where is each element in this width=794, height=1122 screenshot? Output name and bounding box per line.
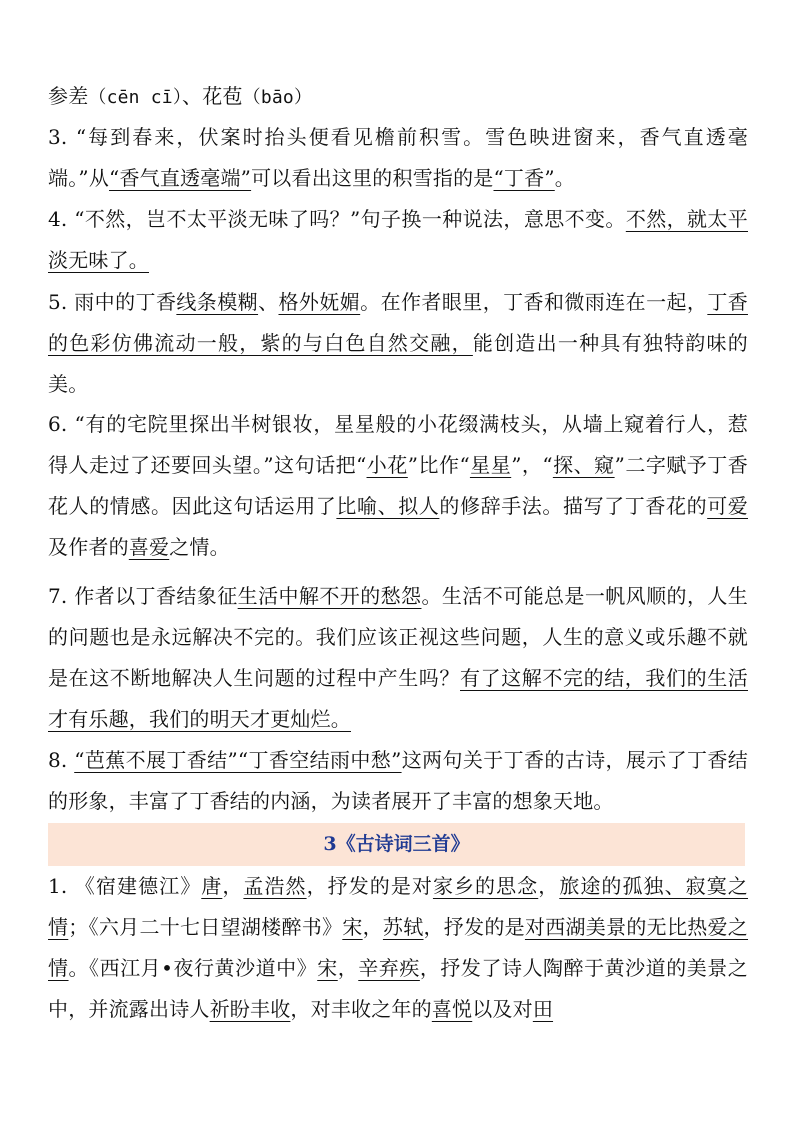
poem-item-1 [48,866,748,1030]
text: ， [337,956,359,980]
text: 以及对 [472,997,533,1021]
answer: 旅途的孤独、寂寞之情 [48,874,748,939]
text: 7. 作者以丁香结象征 [48,584,238,608]
text: 及作者的 [48,535,129,559]
text: ， [538,874,560,898]
answer: 家乡的思念 [432,874,539,898]
item-5 [48,282,748,405]
answer: 祈盼丰收 [209,997,291,1021]
answer: 生活中解不开的愁怨 [237,584,422,608]
answer: 小花 [366,453,408,477]
answer: 宋 [317,956,338,980]
text: ；《六月二十七日望湖楼醉书》 [68,915,343,939]
text: 、 [258,290,279,314]
answer: 对西湖美景的无比热爱之情 [48,915,749,980]
item-4 [48,199,748,281]
text: ”，“ [511,453,553,477]
section-banner [48,823,745,866]
text: ”比作“ [407,453,470,477]
answer: 可爱 [707,494,748,518]
text: 能创造出一种具有独特韵味的美。 [48,331,748,396]
item-7 [48,576,748,740]
pinyin-bao: （bāo） [242,87,313,108]
text: 。《西江月•夜行黄沙道中》 [68,956,318,980]
answer: 丁香的色彩仿佛流动一般，紫的与白色自然交融， [48,290,748,355]
answer: 宋 [342,915,363,939]
text: 这两句关于丁香的古诗，展示了丁香结的形象，丰富了丁香结的内涵，为读者展开了丰富的想象天地。 [48,748,748,813]
item-6 [48,404,748,568]
item-8 [48,740,748,822]
text: 。在作者眼里，丁香和微雨连在一起， [360,290,708,314]
answer: 辛弃疾 [358,956,420,980]
answer: 田 [532,997,554,1021]
answer: “香气直透毫端” [109,166,252,190]
text: ”二字赋予丁香花人的情感。因此这句话运用了 [48,453,748,518]
item-3 [48,117,748,199]
pinyin-cenci: （cēn cī） [88,87,183,108]
answer: 孟浩然 [243,874,307,898]
text: 3. “每到春来，伏案时抬头便看见檐前积雪。雪色映进窗来，香气直透毫端。”从 [48,125,748,190]
text: 的修辞手法。描写了丁香花的 [439,494,708,518]
answer: 探、窥 [552,453,615,477]
answer: 苏轼 [382,915,424,939]
text: 。 [554,166,575,190]
answer: 比喻、拟人 [336,494,440,518]
text: 4. “不然，岂不太平淡无味了吗？”句子换一种说法，意思不变。 [48,207,626,231]
text: 8. [48,748,75,772]
answer: 格外妩媚 [278,290,361,314]
answer: 唐 [201,874,223,898]
text: ，抒发了诗人陶醉于黄沙道的美景之中，并流露出诗人 [48,956,748,1021]
separator: 、 [182,84,203,108]
text: 。生活不可能总是一帆风顺的，人生的问题也是永远解决不完的。我们应该正视这些问题，人生的意义或乐趣不就是在这不断地解决人生问题的过程中产生吗？ [48,584,749,690]
text: ，抒发的是对 [306,874,433,898]
answer: 喜悦 [431,997,473,1021]
answer: “芭蕉不展丁香结”“丁香空结雨中愁” [74,748,402,772]
answer: 线条模糊 [176,290,259,314]
text: ，对丰收之年的 [290,997,432,1021]
text: 可以看出这里的积雪指的是 [251,166,494,190]
section-title: 3《古诗词三首》 [323,833,470,855]
pinyin-line [48,76,748,118]
answer: 星星 [469,453,512,477]
answer: “丁香” [493,166,555,190]
answer: 有了这解不完的结，我们的生活才有乐趣，我们的明天才更灿烂。 [48,666,748,731]
text: 之情。 [169,535,230,559]
answer: 喜爱 [128,535,170,559]
text: 5. 雨中的丁香 [48,290,177,314]
text: 1. 《宿建德江》 [48,874,202,898]
word-huabao: 花苞 [202,84,243,108]
answer: 不然，就太平淡无味了。 [48,207,748,272]
text: ， [362,915,383,939]
text: ，抒发的是 [423,915,525,939]
word-cenci: 参差 [48,84,89,108]
text: 6. “有的宅院里探出半树银妆，星星般的小花缀满枝头，从墙上窥着行人，惹得人走过了还要回头望。”这句话把“ [48,412,748,477]
text: ， [222,874,244,898]
